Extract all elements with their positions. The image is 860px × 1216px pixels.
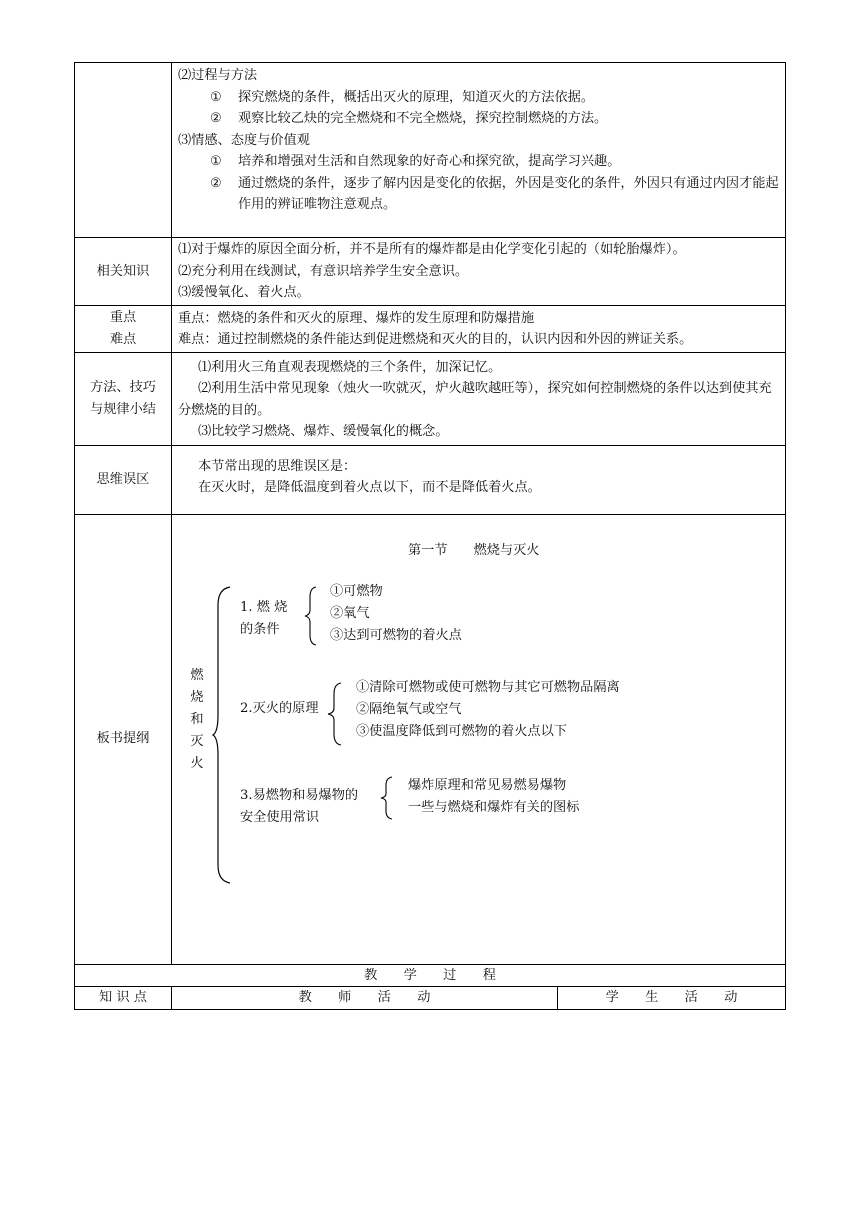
difficult-point-line: 难点：通过控制燃烧的条件能达到促进燃烧和灭火的目的，认识内因和外因的辨证关系。	[178, 332, 693, 347]
branch1-label: 1. 燃 烧 的条件	[240, 599, 288, 637]
emotion-item-2: ② 通过燃烧的条件，逐步了解内因是变化的依据，外因是变化的条件，外因只有通过内因才能起作用的辨证唯物注意观点。	[210, 175, 779, 212]
lesson-plan-table	[74, 62, 786, 1010]
branch2-item: ②隔绝氧气或空气	[356, 701, 462, 717]
misconception-line-2: 在灭火时，是降低温度到着火点以下，而不是降低着火点。	[198, 480, 541, 495]
methods-row	[75, 352, 786, 445]
method-line-3: ⑶比较学习燃烧、爆炸、缓慢氧化的概念。	[198, 424, 449, 439]
misconception-row	[75, 445, 786, 514]
key-label-line-2: 难点	[109, 331, 137, 347]
outline-heading-title: 燃烧与灭火	[473, 542, 540, 558]
root-char: 烧	[190, 689, 204, 705]
misconception-content	[172, 445, 786, 514]
emotion-item-1: ① 培养和增强对生活和自然现象的好奇心和探究欲，提高学习兴趣。	[210, 154, 621, 169]
col-student-activity: 学 生 活 动	[558, 987, 786, 1010]
outline-diagram	[172, 515, 785, 964]
lesson-plan-document	[74, 62, 785, 1010]
objectives-row	[75, 63, 786, 238]
process-item-2: ② 观察比较乙炔的完全燃烧和不完全燃烧，探究控制燃烧的方法。	[210, 111, 608, 126]
objectives-content-cell	[172, 63, 786, 238]
methods-label-line-2: 与规律小结	[90, 401, 156, 417]
methods-label-line-1: 方法、技巧	[90, 380, 156, 395]
branch2-items	[356, 677, 620, 743]
key-points-content	[172, 305, 786, 352]
branch1-item: ①可燃物	[330, 583, 383, 599]
key-points-label	[75, 305, 172, 352]
teaching-process-header-row	[75, 987, 786, 1010]
misconception-line-1: 本节常出现的思维误区是：	[198, 458, 357, 474]
key-point-line: 重点：燃烧的条件和灭火的原理、爆炸的发生原理和防爆措施	[178, 310, 535, 326]
root-char: 和	[190, 711, 204, 727]
branch3-brace	[380, 775, 394, 821]
related-knowledge-label: 相关知识	[75, 238, 172, 306]
branch1-brace	[304, 585, 318, 647]
teaching-process-title-row	[75, 964, 786, 987]
branch3-items	[408, 775, 579, 819]
branch1-item: ②氧气	[330, 605, 370, 621]
col-teacher-activity: 教 师 活 动	[172, 987, 558, 1010]
related-knowledge-content	[172, 238, 786, 306]
branch2-brace	[327, 681, 343, 747]
branch2-item: ③使温度降低到可燃物的着火点以下	[356, 723, 567, 739]
key-points-row	[75, 305, 786, 352]
branch3-item: 爆炸原理和常见易燃易爆物	[408, 777, 567, 793]
methods-label	[75, 352, 172, 445]
root-char: 火	[190, 755, 204, 771]
related-line-1: ⑴对于爆炸的原因全面分析，并不是所有的爆炸都是由化学变化引起的（如轮胎爆炸）。	[178, 242, 686, 257]
emotion-title: ⑶情感、态度与价值观	[178, 132, 310, 148]
related-knowledge-row	[75, 238, 786, 306]
branch2-label: 2.灭火的原理	[240, 700, 319, 716]
branch3-label: 3.易燃物和易爆物的 安全使用常识	[240, 787, 359, 825]
method-line-2: ⑵利用生活中常见现象（烛火一吹就灭，炉火越吹越旺等），探究如何控制燃烧的条件以达到使其充分燃烧的目的。	[178, 381, 772, 418]
root-char: 灭	[190, 733, 204, 749]
root-char: 燃	[190, 667, 204, 683]
outline-root	[189, 665, 205, 775]
teaching-process-title: 教 学 过 程	[75, 964, 786, 987]
related-line-3: ⑶缓慢氧化、着火点。	[178, 285, 310, 300]
method-line-1: ⑴利用火三角直观表现燃烧的三个条件，加深记忆。	[198, 359, 502, 375]
col-knowledge-point: 知 识 点	[75, 987, 172, 1010]
process-item-1: ① 探究燃烧的条件，概括出灭火的原理，知道灭火的方法依据。	[210, 89, 595, 105]
outline-heading-section: 第一节	[408, 542, 448, 558]
process-method-title: ⑵过程与方法	[178, 68, 258, 83]
branch2-item: ①清除可燃物或使可燃物与其它可燃物品隔离	[356, 679, 620, 695]
branch3-item: 一些与燃烧和爆炸有关的图标	[408, 799, 580, 815]
branch1-item: ③达到可燃物的着火点	[330, 627, 462, 643]
branch1-items	[330, 581, 462, 647]
outline-row	[75, 514, 786, 964]
outline-label: 板书提纲	[75, 514, 172, 964]
misconception-label: 思维误区	[75, 445, 172, 514]
objectives-label-cell	[75, 63, 172, 238]
key-label-line-1: 重点	[109, 310, 137, 325]
outline-heading	[408, 540, 540, 562]
methods-content	[172, 352, 786, 445]
outline-content	[172, 514, 786, 964]
related-line-2: ⑵充分利用在线测试，有意识培养学生安全意识。	[178, 263, 469, 279]
root-brace	[212, 585, 232, 885]
